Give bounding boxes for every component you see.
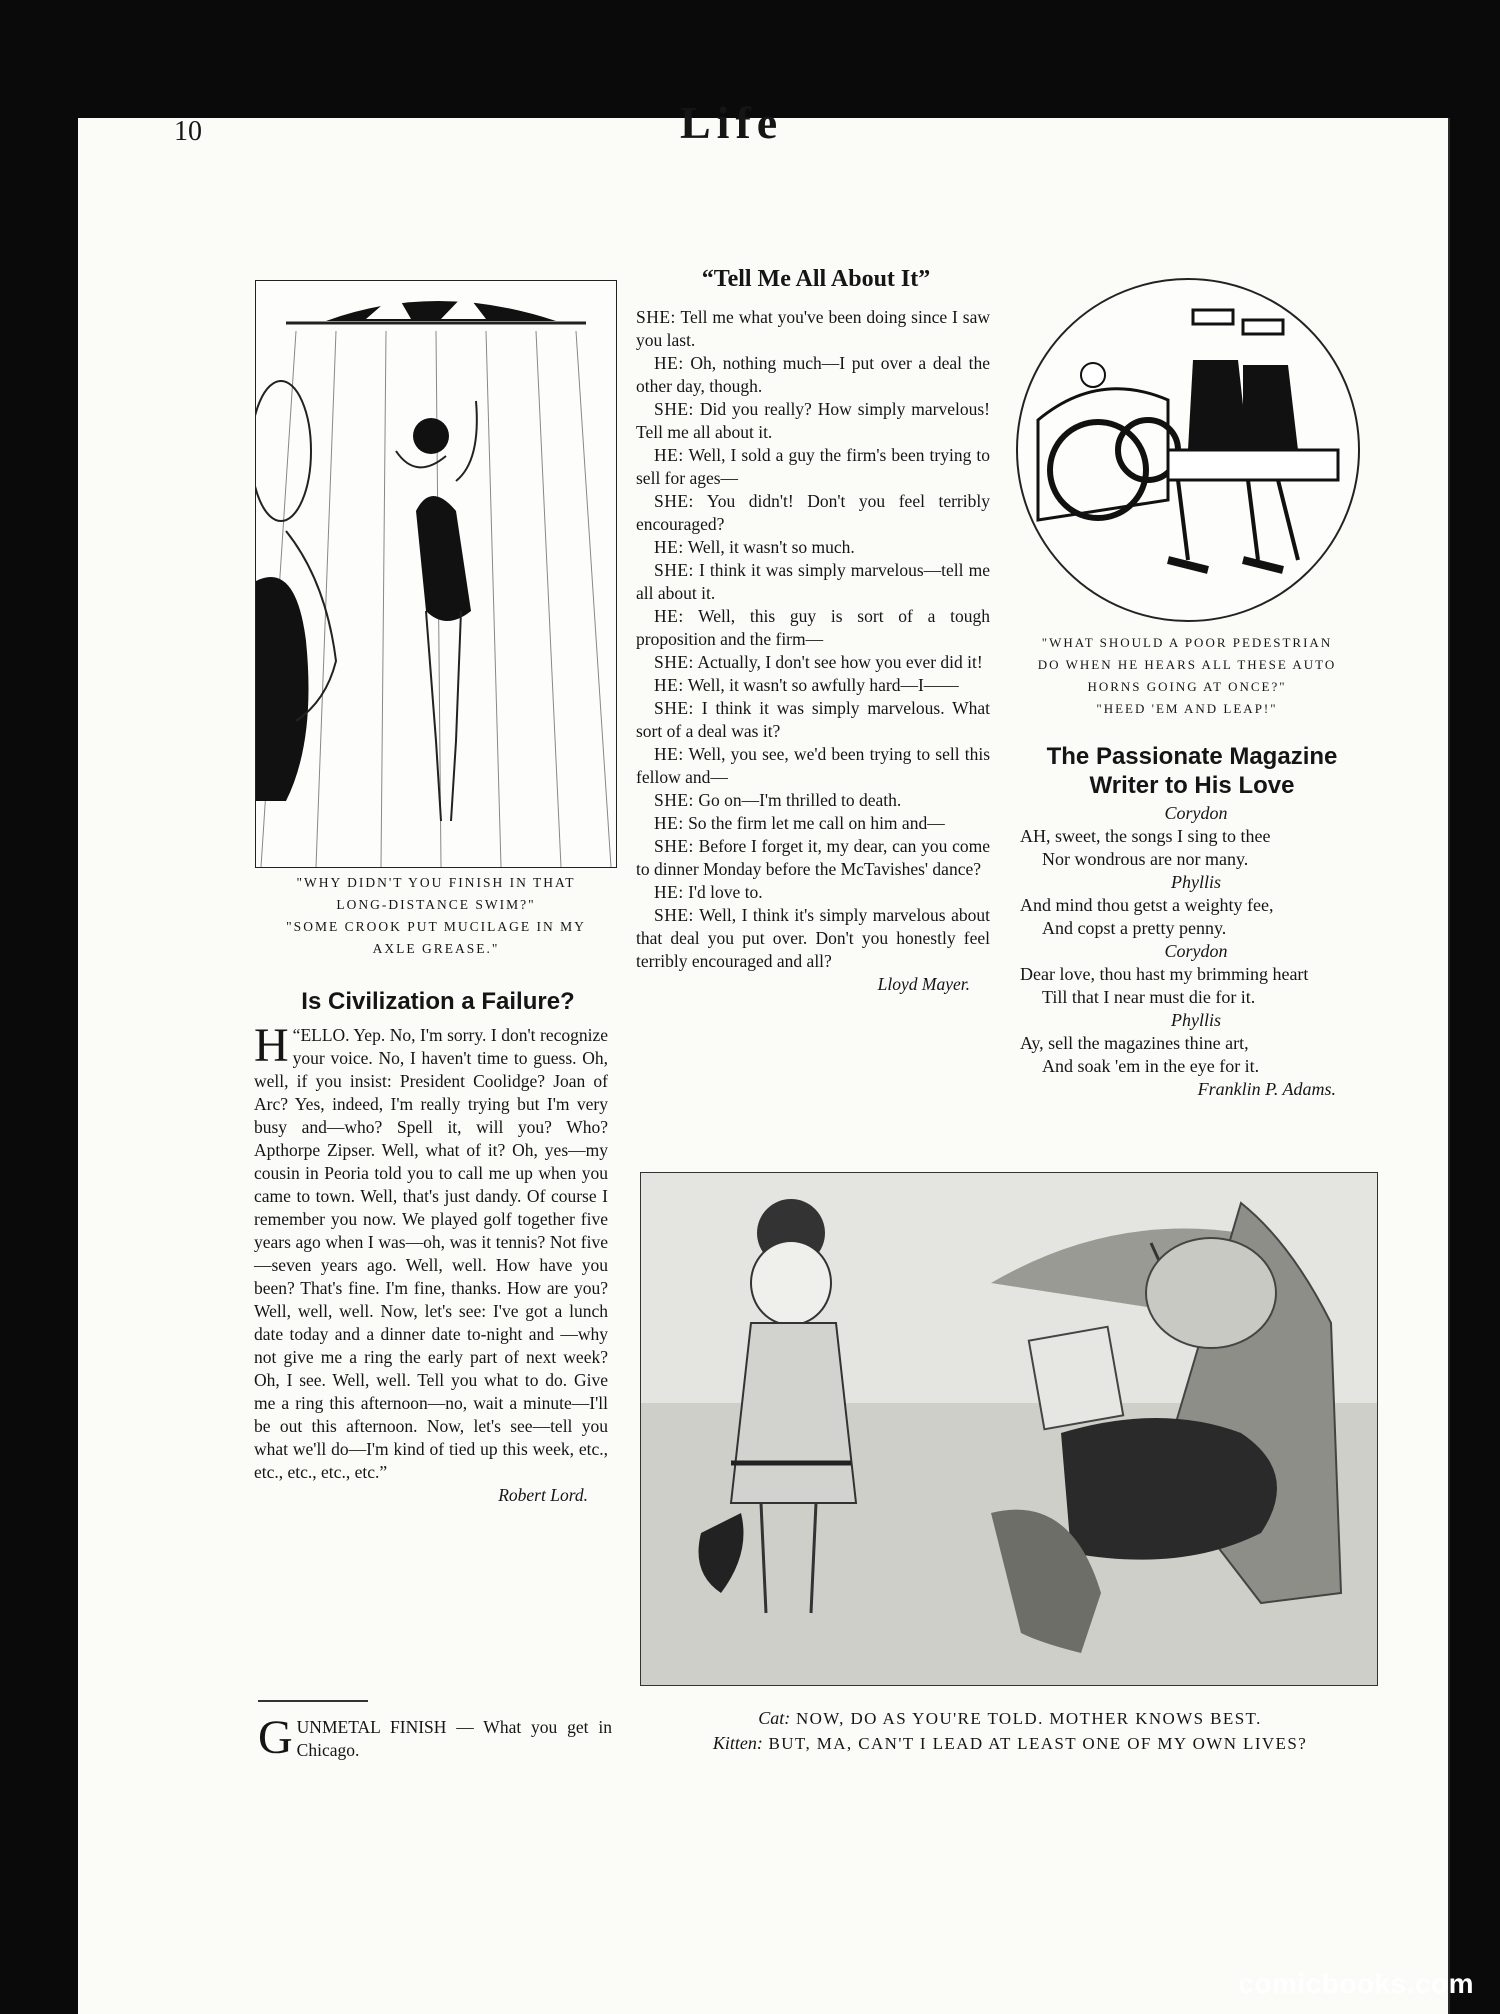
poem-title: [1012, 742, 1372, 800]
masthead-title: Life: [680, 97, 784, 148]
poem-line: Nor wondrous are nor many.: [1042, 849, 1249, 869]
speaker-tag: SHE:: [654, 698, 694, 718]
dialogue-text: Actually, I don't see how you ever did it!: [697, 652, 983, 672]
dialogue-line: [636, 398, 990, 444]
dialogue-line: [636, 789, 990, 812]
cat-and-kitten-caption: [640, 1706, 1380, 1756]
caption-line: "WHAT SHOULD A POOR PEDESTRIAN: [1041, 635, 1333, 650]
dialogue-text: I think it was simply marvelous. What sort of a deal was it?: [636, 698, 991, 741]
automobile-illustration: [1016, 278, 1360, 622]
poem-line: Till that I near must die for it.: [1042, 987, 1256, 1007]
gunmetal-quip: [258, 1711, 612, 1764]
speaker-tag: HE:: [654, 537, 684, 557]
dialogue-text: You didn't! Don't you feel terribly encouraged?: [636, 491, 990, 534]
tell-me-title: “Tell Me All About It”: [701, 266, 931, 292]
cat-and-kitten-illustration: [640, 1172, 1378, 1686]
dropcap: H: [254, 1019, 289, 1072]
dialogue-line: [636, 743, 990, 789]
caption-line: LONG-DISTANCE SWIM?": [336, 897, 536, 912]
site-watermark: comicbooks.com: [1238, 1968, 1474, 1999]
speaker-tag: SHE:: [654, 652, 694, 672]
dialogue-line: [636, 536, 990, 559]
dialogue-text: Oh, nothing much—I put over a deal the other day, though.: [636, 353, 990, 396]
dialogue-line: [636, 835, 990, 881]
speaker-tag: HE:: [654, 445, 684, 465]
poem-line: AH, sweet, the songs I sing to thee: [1020, 826, 1271, 846]
dialogue-text: Before I forget it, my dear, can you come to dinner Monday before the McTavishes' dance?: [636, 836, 990, 879]
speaker-tag: SHE:: [654, 560, 694, 580]
poem-speaker: Phyllis: [1171, 1010, 1221, 1030]
speaker-tag: SHE:: [654, 905, 694, 925]
caption-line: DO WHEN HE HEARS ALL THESE AUTO: [1037, 657, 1337, 672]
speaker-tag: HE:: [654, 353, 684, 373]
page-number: 10: [174, 116, 202, 147]
swimmer-illustration: [255, 280, 617, 868]
caption-line: "HEED 'EM AND LEAP!": [1096, 701, 1278, 716]
dialogue-line: [636, 444, 990, 490]
poem-title-line: The Passionate Magazine: [1046, 743, 1338, 770]
speaker-tag: SHE:: [654, 790, 694, 810]
dialogue-line: [636, 651, 990, 674]
dialogue-line: [636, 559, 990, 605]
poem-line: And copst a pretty penny.: [1042, 918, 1227, 938]
speaker-label: Kitten:: [712, 1733, 763, 1753]
poem-speaker: Corydon: [1164, 803, 1228, 823]
dialogue-text: Tell me what you've been doing since I saw you last.: [636, 307, 990, 350]
dialogue-text: Go on—I'm thrilled to death.: [698, 790, 902, 810]
dialogue-text: Well, I think it's simply marvelous about that deal you put over. Don't you honestly feel terribly encouraged and all?: [636, 905, 990, 971]
dialogue-line: [636, 697, 990, 743]
dialogue-text: Well, you see, we'd been trying to sell this fellow and—: [636, 744, 991, 787]
speaker-tag: HE:: [654, 675, 684, 695]
poem-speaker: Corydon: [1164, 941, 1228, 961]
caption-line: HORNS GOING AT ONCE?": [1087, 679, 1287, 694]
speaker-tag: SHE:: [636, 307, 676, 327]
divider-rule: [258, 1700, 368, 1702]
dialogue-text: I'd love to.: [688, 882, 763, 902]
speaker-tag: SHE:: [654, 399, 694, 419]
speaker-tag: HE:: [654, 606, 684, 626]
cat-caption-line: [640, 1706, 1380, 1731]
caption-line: "SOME CROOK PUT MUCILAGE IN MY: [286, 919, 586, 934]
dialogue-text: Well, I sold a guy the firm's been trying to sell for ages—: [636, 445, 991, 488]
poem-speaker: Phyllis: [1171, 872, 1221, 892]
byline: Lloyd Mayer.: [877, 974, 970, 994]
dialogue-line: [636, 881, 990, 904]
caption-line: AXLE GREASE.": [372, 941, 500, 956]
article-body: ELLO. Yep. No, I'm sorry. I don't recognize your voice. No, I haven't time to guess. Oh, well, if you insist: President Coolidge? Joan of Arc? Yes, indeed, I'm really trying but I'm very busy and—who? Spell it, will you? Who? Apthorpe Zipser. Well, what of it? Oh, yes—my cousin in Peoria told you to call me up when you came to town. Well, that's just dandy. Of course I remember you now. We played golf together five years ago when I was—oh, was it tennis? Not five—seven years ago. Well, well. How have you been? That's fine. I'm fine, thanks. How are you? Well, well, well. Now, let's see: I've got a lunch date today and a dinner date to-night and —why not give me a ring the early part of next week? Oh, I see. Well, well. Tell you what to do. Give me a ring this afternoon—no, wait a minute—I'll be out this afternoon. Now, let's see—tell you what we'll do—I'm kind of tied up this week, etc., etc., etc., etc., etc.”: [254, 1025, 608, 1482]
poem-line: And soak 'em in the eye for it.: [1042, 1056, 1260, 1076]
speaker-tag: HE:: [654, 744, 684, 764]
speaker-tag: HE:: [654, 813, 684, 833]
dialogue-line: [636, 605, 990, 651]
speaker-tag: SHE:: [654, 836, 694, 856]
poem-line: Ay, sell the magazines thine art,: [1020, 1033, 1249, 1053]
speaker-tag: HE:: [654, 882, 684, 902]
dialogue-text: I think it was simply marvelous—tell me all about it.: [636, 560, 990, 603]
dialogue-line: [636, 674, 990, 697]
dialogue-line: [636, 490, 990, 536]
speaker-text: NOW, DO AS YOU'RE TOLD. MOTHER KNOWS BEST.: [795, 1709, 1262, 1728]
speaker-label: Cat:: [758, 1708, 791, 1728]
poem-line: Dear love, thou hast my brimming heart: [1020, 964, 1309, 984]
poem-line: And mind thou getst a weighty fee,: [1020, 895, 1274, 915]
poem-body: [1016, 802, 1376, 1101]
dialogue-text: Well, this guy is sort of a tough proposition and the firm—: [636, 606, 990, 649]
poem-title-line: Writer to His Love: [1089, 772, 1295, 799]
dialogue-line: [636, 306, 990, 352]
speaker-tag: SHE:: [654, 491, 694, 511]
quip-text: UNMETAL FINISH — What you get in Chicago.: [296, 1717, 612, 1760]
dialogue-text: Well, it wasn't so much.: [687, 537, 855, 557]
kitten-caption-line: [640, 1731, 1380, 1756]
scan-border-right: [1450, 118, 1500, 2014]
dialogue-text: So the firm let me call on him and—: [688, 813, 945, 833]
civilization-title: Is Civilization a Failure?: [301, 988, 575, 1015]
open-quote: “: [292, 1025, 301, 1045]
dialogue-line: [636, 352, 990, 398]
dialogue-text: Well, it wasn't so awfully hard—I——: [687, 675, 959, 695]
byline: Robert Lord.: [498, 1485, 588, 1505]
automobile-caption: [1010, 632, 1364, 720]
speaker-text: BUT, MA, CAN'T I LEAD AT LEAST ONE OF MY OWN LIVES?: [768, 1734, 1308, 1753]
civilization-article: [254, 1019, 608, 1507]
caption-line: "WHY DIDN'T YOU FINISH IN THAT: [296, 875, 576, 890]
byline: Franklin P. Adams.: [1197, 1079, 1336, 1099]
swimmer-caption: [240, 872, 632, 960]
dropcap: G: [258, 1711, 293, 1764]
dialogue-line: [636, 904, 990, 973]
dialogue-line: [636, 812, 990, 835]
tell-me-dialogue: [636, 306, 990, 996]
dialogue-text: Did you really? How simply marvelous! Tell me all about it.: [636, 399, 990, 442]
